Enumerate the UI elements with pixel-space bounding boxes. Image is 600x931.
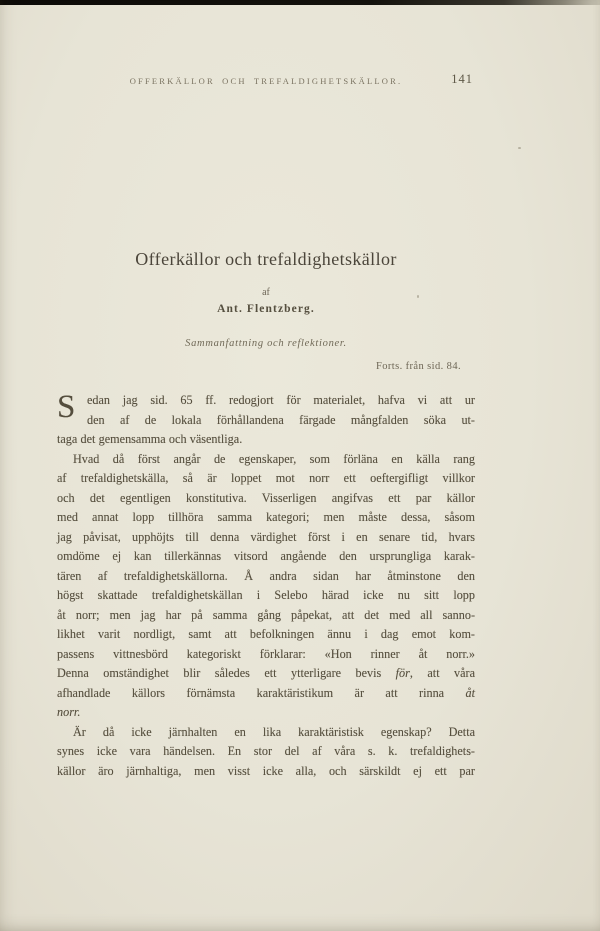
text-segment: edan jag sid. 65 ff. redogjort för materialet, hafva vi att ur <box>87 393 475 407</box>
text-line <box>57 450 475 470</box>
text-line <box>57 762 475 782</box>
body-text <box>57 391 475 781</box>
text-line <box>57 547 475 567</box>
text-segment: af trefaldighetskälla, så är loppet mot norr ett oeftergifligt villkor <box>57 471 475 485</box>
text-segment: tären af trefaldighetskällorna. Å andra sidan har åtminstone den <box>57 568 475 583</box>
text-segment: åt norr; men jag har på samma gång påpekat, att det med all sanno- <box>57 607 475 622</box>
text-line <box>57 391 475 411</box>
running-title: OFFERKÄLLOR OCH TREFALDIGHETSKÄLLOR. <box>129 76 403 86</box>
text-line <box>57 645 475 665</box>
article-title: Offerkällor och trefaldighetskällor <box>135 249 397 269</box>
text-line <box>57 411 475 431</box>
text-line <box>57 606 475 626</box>
text-segment: omdöme ej kan tillerkännas vitsord angående den ursprungliga karak- <box>57 549 475 563</box>
byline-prefix: af <box>262 287 270 298</box>
text-segment: afhandlade källors förnämsta karaktäristikum är att rinna <box>57 685 466 700</box>
text-line <box>57 508 475 528</box>
text-line <box>57 469 475 489</box>
author-name: Ant. Flentzberg. <box>217 303 315 315</box>
text-segment: Är då icke järnhalten en lika karaktäristisk egenskap? Detta <box>73 724 475 739</box>
text-line <box>57 742 475 762</box>
text-line <box>57 586 475 606</box>
text-lines <box>57 391 475 781</box>
scan-speck <box>518 147 521 149</box>
text-segment: likhet varit nordligt, samt att befolkningen ännu i dag emot kom- <box>57 627 475 641</box>
text-line <box>57 430 475 450</box>
text-segment: passens vittnesbörd kategoriskt förklarar: «Hon rinner åt norr.» <box>57 646 475 661</box>
italic-text-segment: för <box>395 666 410 680</box>
italic-text-segment: åt <box>465 685 475 700</box>
text-segment: med annat lopp tillhöra samma kategori; men måste dessa, såsom <box>57 510 475 524</box>
text-segment: taga det gemensamma och väsentliga. <box>57 432 243 446</box>
drop-cap: S <box>57 389 76 425</box>
text-segment: synes icke vara händelsen. En stor del af våra s. k. trefaldighets- <box>57 744 475 758</box>
text-segment: Hvad då först angår de egenskaper, som förläna en källa rang <box>73 451 475 466</box>
text-line <box>57 684 475 704</box>
text-segment: jag påvisat, upphöjts till denna värdighet först i en senare tid, hvars <box>57 529 475 544</box>
scan-edge-artifact <box>0 0 600 5</box>
text-segment: den af de lokala förhållandena färgade mångfalden söka ut- <box>87 412 475 427</box>
continuation-note: Forts. från sid. 84. <box>376 361 461 372</box>
article-subtitle: Sammanfattning och reflektioner. <box>185 338 347 349</box>
running-header <box>57 72 475 88</box>
text-segment: och det egentligen konstitutiva. Visserligen angifvas ett par källor <box>57 490 475 505</box>
text-segment: Denna omständighet blir således ett ytterligare bevis <box>57 666 396 680</box>
text-line <box>57 703 475 723</box>
text-segment: källor äro järnhaltiga, men visst icke alla, och särskildt ej ett par <box>57 763 475 778</box>
text-segment: , att våra <box>409 666 475 680</box>
text-segment: högst skattade trefaldighetskällan i Selebo härad icke nu sitt lopp <box>57 588 475 602</box>
italic-text-segment: norr. <box>57 705 81 719</box>
text-line <box>57 528 475 548</box>
text-line <box>57 567 475 587</box>
text-line <box>57 625 475 645</box>
page-number: 141 <box>451 72 473 86</box>
text-line <box>57 489 475 509</box>
text-line <box>57 723 475 743</box>
text-line <box>57 664 475 684</box>
